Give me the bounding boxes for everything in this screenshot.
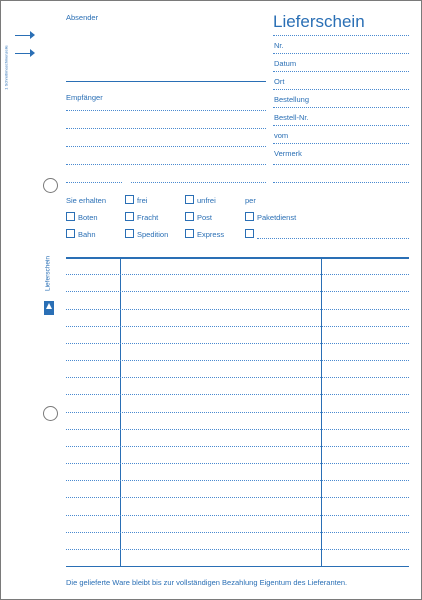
checkbox-other[interactable]	[245, 229, 254, 238]
recipient-line	[66, 164, 266, 165]
field-line-nr	[273, 53, 409, 54]
checkbox-boten[interactable]	[66, 212, 75, 221]
table-row-line	[66, 515, 409, 516]
recipient-label: Empfänger	[66, 93, 103, 102]
margin-note: 1 Schreibmaschinenzeile	[3, 45, 9, 90]
table-row-line	[66, 532, 409, 533]
option-label-paketdienst: Paketdienst	[257, 213, 297, 222]
checkbox-paketdienst[interactable]	[245, 212, 254, 221]
checkbox-frei[interactable]	[125, 195, 134, 204]
table-row-line	[66, 412, 409, 413]
table-row-line	[66, 497, 409, 498]
checkbox-bahn[interactable]	[66, 229, 75, 238]
table-row-line	[66, 446, 409, 447]
table-row-line	[66, 360, 409, 361]
recipient-line	[66, 182, 122, 183]
option-label-express: Express	[197, 230, 225, 239]
checkbox-unfrei[interactable]	[185, 195, 194, 204]
checkbox-fracht[interactable]	[125, 212, 134, 221]
field-line-bestellung	[273, 107, 409, 108]
recipient-line	[66, 128, 266, 129]
table-row-line	[66, 377, 409, 378]
table-row-line	[66, 480, 409, 481]
field-label-vermerk: Vermerk	[274, 149, 302, 158]
recipient-line	[131, 182, 266, 183]
table-row-line	[66, 309, 409, 310]
checkbox-post[interactable]	[185, 212, 194, 221]
brand-logo-mark	[46, 303, 52, 309]
field-label-nr: Nr.	[274, 41, 284, 50]
recipient-line	[66, 146, 266, 147]
option-label-frei: frei	[137, 196, 148, 205]
page-title: Lieferschein	[273, 12, 365, 31]
table-top-rule	[66, 257, 409, 259]
margin-arrow-bottom	[30, 49, 35, 57]
table-row-line	[66, 291, 409, 292]
table-row-line	[66, 394, 409, 395]
title-underline	[273, 35, 409, 36]
punch-hole-bottom	[43, 406, 58, 421]
delivery-row-label: Sie erhalten	[66, 196, 107, 205]
option-label-unfrei: unfrei	[197, 196, 216, 205]
field-label-bestell-nr: Bestell-Nr.	[274, 113, 309, 122]
field-line-datum	[273, 71, 409, 72]
option-label-boten: Boten	[78, 213, 98, 222]
table-row-line	[66, 549, 409, 550]
field-label-bestellung: Bestellung	[274, 95, 310, 104]
field-line-vermerk	[273, 164, 409, 165]
option-label-fracht: Fracht	[137, 213, 159, 222]
punch-hole-top	[43, 178, 58, 193]
side-form-label: Lieferschein	[44, 255, 52, 292]
table-row-line	[66, 463, 409, 464]
table-bottom-rule	[66, 566, 409, 567]
table-row-line	[66, 429, 409, 430]
margin-arrow-top	[30, 31, 35, 39]
option-label-spedition: Spedition	[137, 230, 169, 239]
option-label-post: Post	[197, 213, 213, 222]
table-row-line	[66, 343, 409, 344]
table-row-line	[66, 274, 409, 275]
field-label-ort: Ort	[274, 77, 285, 86]
other-option-line	[257, 238, 409, 239]
field-line-vom	[273, 143, 409, 144]
field-label-vom: vom	[274, 131, 289, 140]
field-label-datum: Datum	[274, 59, 297, 68]
option-label-bahn: Bahn	[78, 230, 96, 239]
option-label-per: per	[245, 196, 256, 205]
sender-label: Absender	[66, 13, 99, 22]
checkbox-spedition[interactable]	[125, 229, 134, 238]
table-row-line	[66, 326, 409, 327]
recipient-line	[66, 110, 266, 111]
footer-ownership-note: Die gelieferte Ware bleibt bis zur vollständigen Bezahlung Eigentum des Lieferanten.	[66, 578, 348, 587]
sender-underline	[66, 81, 266, 82]
field-line-ort	[273, 89, 409, 90]
field-line-bestell-nr	[273, 125, 409, 126]
field-line-vermerk	[273, 182, 409, 183]
checkbox-express[interactable]	[185, 229, 194, 238]
